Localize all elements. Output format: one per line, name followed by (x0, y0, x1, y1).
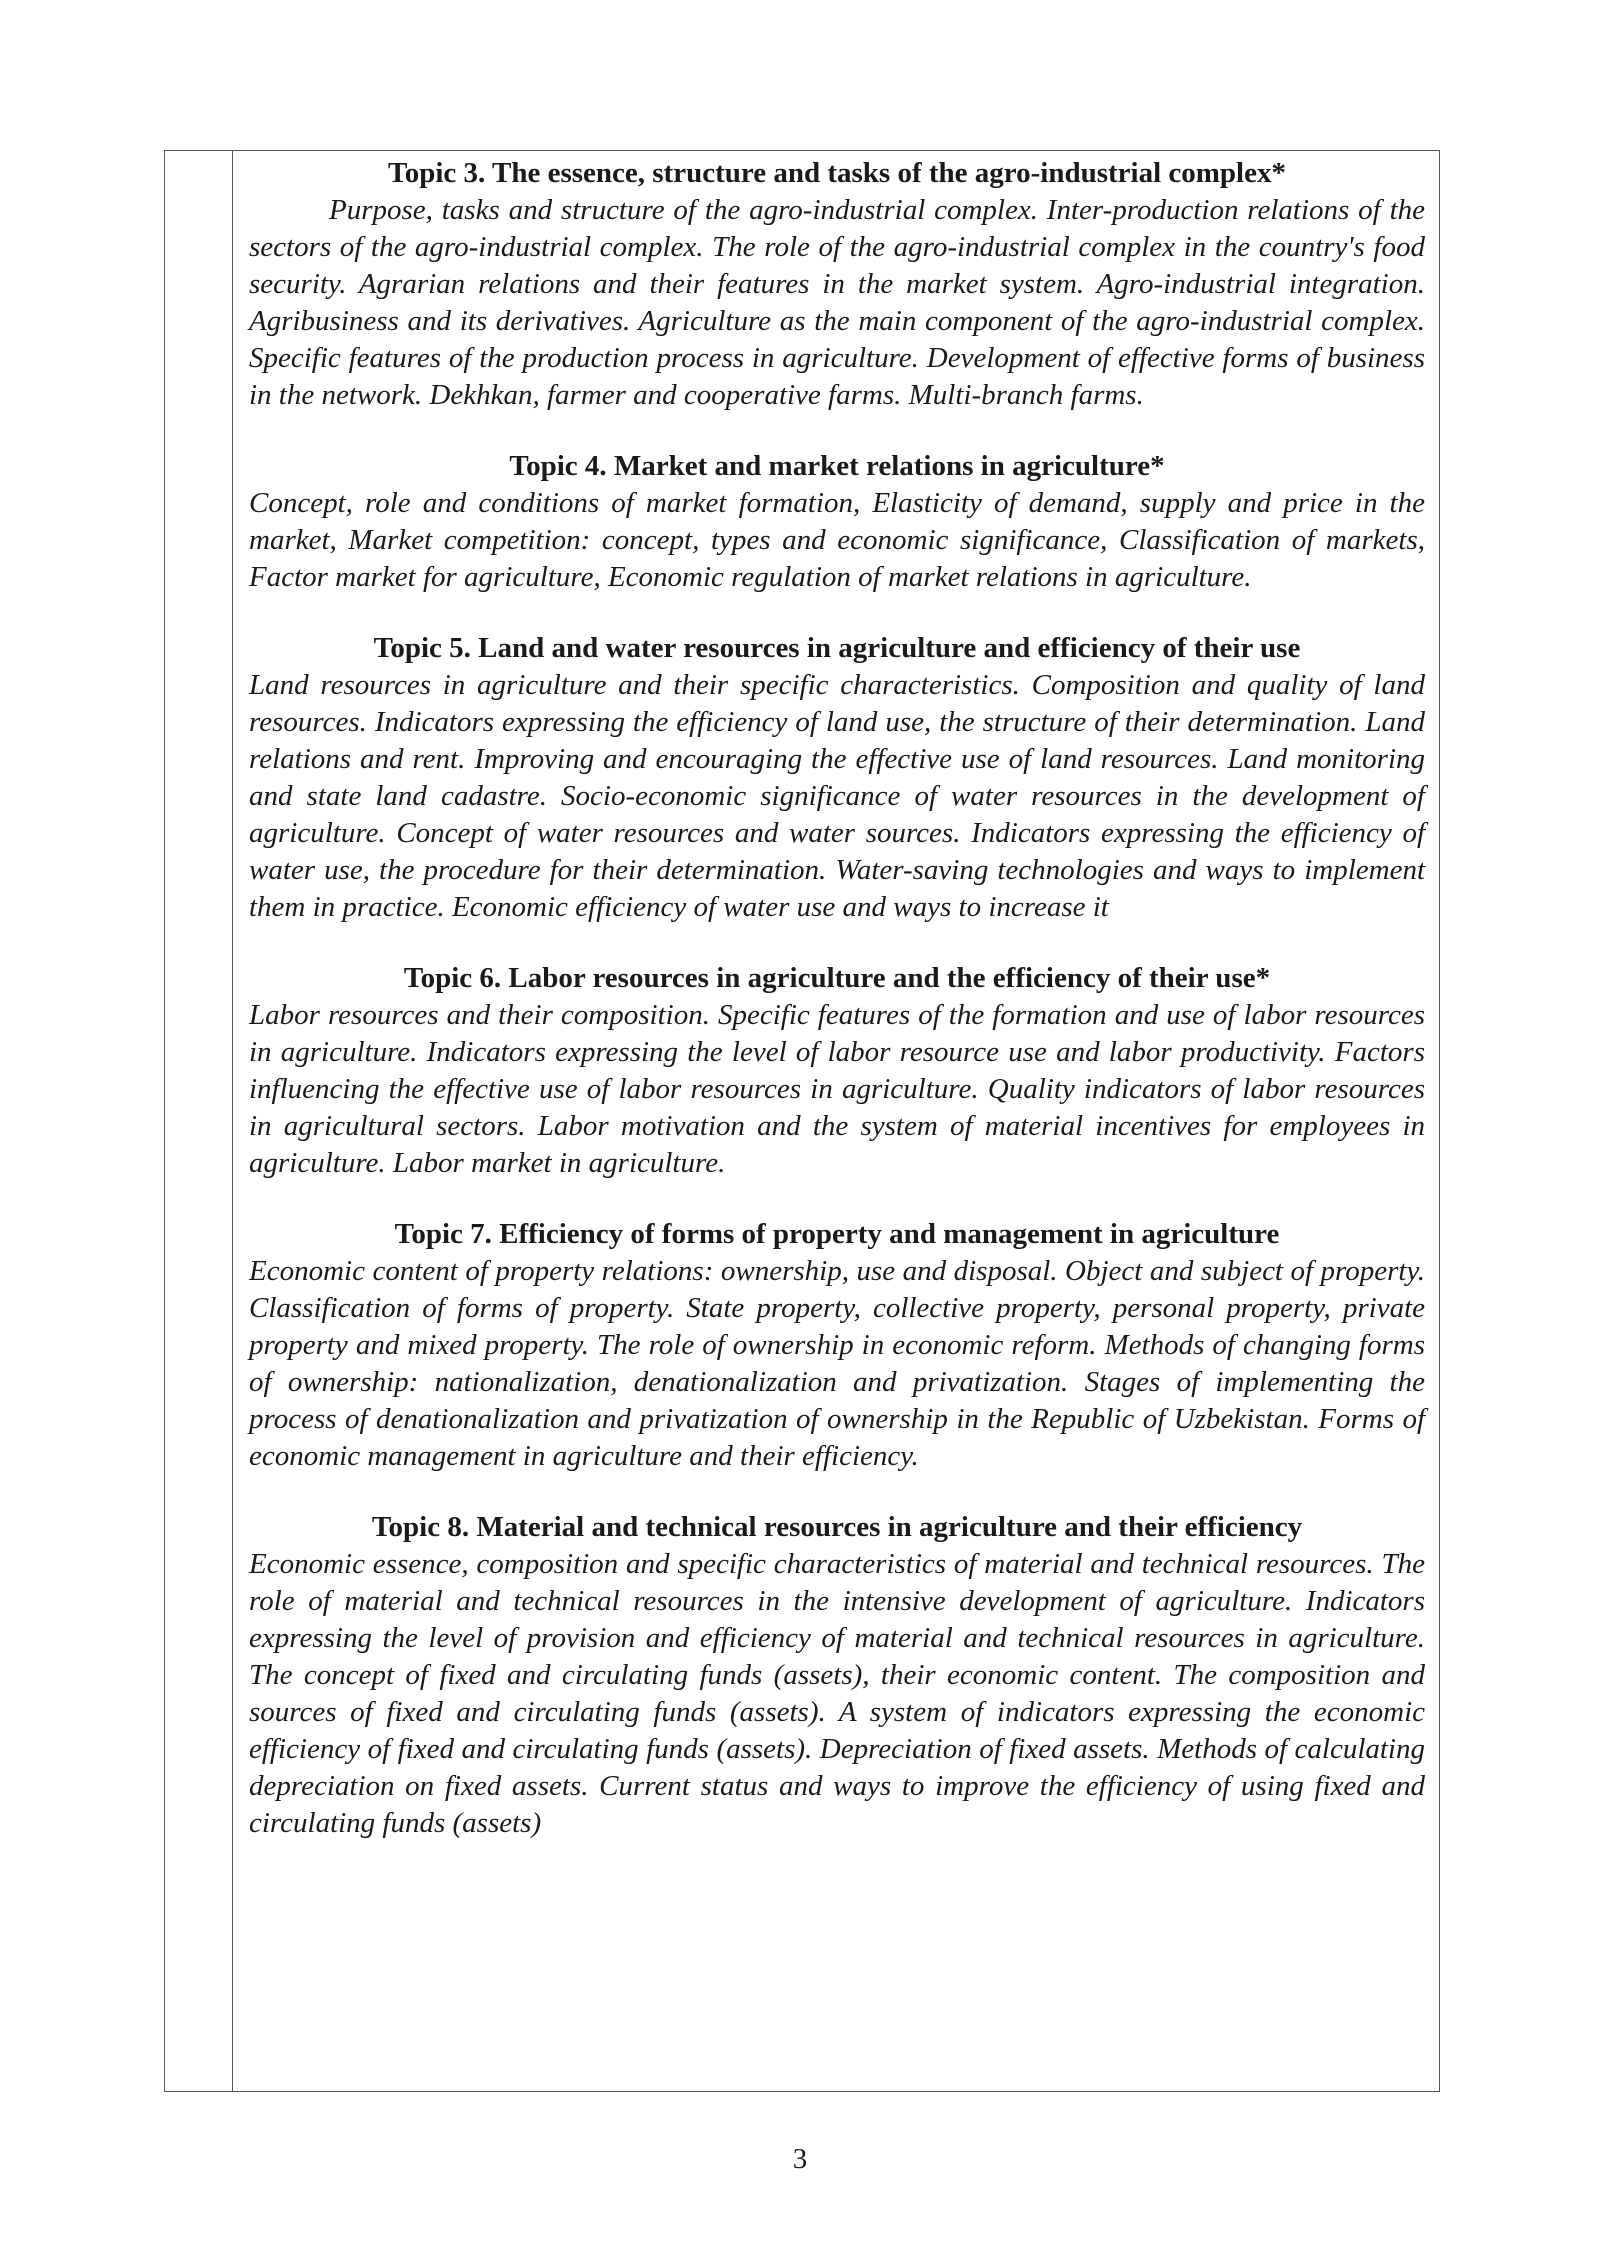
topic-title: Topic 5. Land and water resources in agriculture and efficiency of their use (373, 632, 1301, 664)
topic-section (249, 448, 1425, 596)
topic-title: Topic 3. The essence, structure and tasks of the agro-industrial complex* (388, 157, 1286, 189)
topic-title: Topic 8. Material and technical resources in agriculture and their efficiency (371, 1511, 1303, 1543)
syllabus-table (164, 150, 1440, 2092)
page-number: 3 (792, 2143, 808, 2175)
topic-body: Concept, role and conditions of market formation, Elasticity of demand, supply and price in the market, Market competition: concept, types and economic significance, Classification of markets, Factor market for agriculture, Economic regulation of market relations in agriculture. (249, 487, 1425, 593)
topic-section (249, 155, 1425, 414)
topic-body: Labor resources and their composition. Specific features of the formation and use of labor resources in agriculture. Indicators expressing the level of labor resource use and labor productivity. Factors influencing the effective use of labor resources in agriculture. Quality indicators of labor resources in agricultural sectors. Labor motivation and the system of material incentives for employees in agriculture. Labor market in agriculture. (249, 999, 1425, 1179)
table-content-cell (249, 151, 1425, 1842)
topic-title: Topic 4. Market and market relations in agriculture* (509, 450, 1165, 482)
topic-body: Purpose, tasks and structure of the agro-industrial complex. Inter-production relations of the sectors of the agro-industrial complex. The role of the agro-industrial complex in the country's food security. Agrarian relations and their features in the market system. Agro-industrial integration. Agribusiness and its derivatives. Agriculture as the main component of the agro-industrial complex. Specific features of the production process in agriculture. Development of effective forms of business in the network. Dekhkan, farmer and cooperative farms. Multi-branch farms. (249, 194, 1425, 411)
topic-body: Economic content of property relations: ownership, use and disposal. Object and subject of property. Classification of forms of property. State property, collective property, personal property, private property and mixed property. The role of ownership in economic reform. Methods of changing forms of ownership: nationalization, denationalization and privatization. Stages of implementing the process of denationalization and privatization of ownership in the Republic of Uzbekistan. Forms of economic management in agriculture and their efficiency. (249, 1255, 1425, 1472)
topic-title: Topic 7. Efficiency of forms of property and management in agriculture (394, 1218, 1280, 1250)
topic-body: Economic essence, composition and specific characteristics of material and technical resources. The role of material and technical resources in the intensive development of agriculture. Indicators expressing the level of provision and efficiency of material and technical resources in agriculture. The concept of fixed and circulating funds (assets), their economic content. The composition and sources of fixed and circulating funds (assets). A system of indicators expressing the economic efficiency of fixed and circulating funds (assets). Depreciation of fixed assets. Methods of calculating depreciation on fixed assets. Current status and ways to improve the efficiency of using fixed and circulating funds (assets) (249, 1548, 1425, 1839)
topic-section (249, 1509, 1425, 1842)
topic-section (249, 1216, 1425, 1475)
topic-body: Land resources in agriculture and their specific characteristics. Composition and quality of land resources. Indicators expressing the efficiency of land use, the structure of their determination. Land relations and rent. Improving and encouraging the effective use of land resources. Land monitoring and state land cadastre. Socio-economic significance of water resources in the development of agriculture. Concept of water resources and water sources. Indicators expressing the efficiency of water use, the procedure for their determination. Water-saving technologies and ways to implement them in practice. Economic efficiency of water use and ways to increase it (249, 669, 1425, 923)
topic-section (249, 630, 1425, 926)
topic-section (249, 960, 1425, 1182)
table-left-column (165, 151, 233, 2091)
topic-title: Topic 6. Labor resources in agriculture and the efficiency of their use* (403, 962, 1271, 994)
